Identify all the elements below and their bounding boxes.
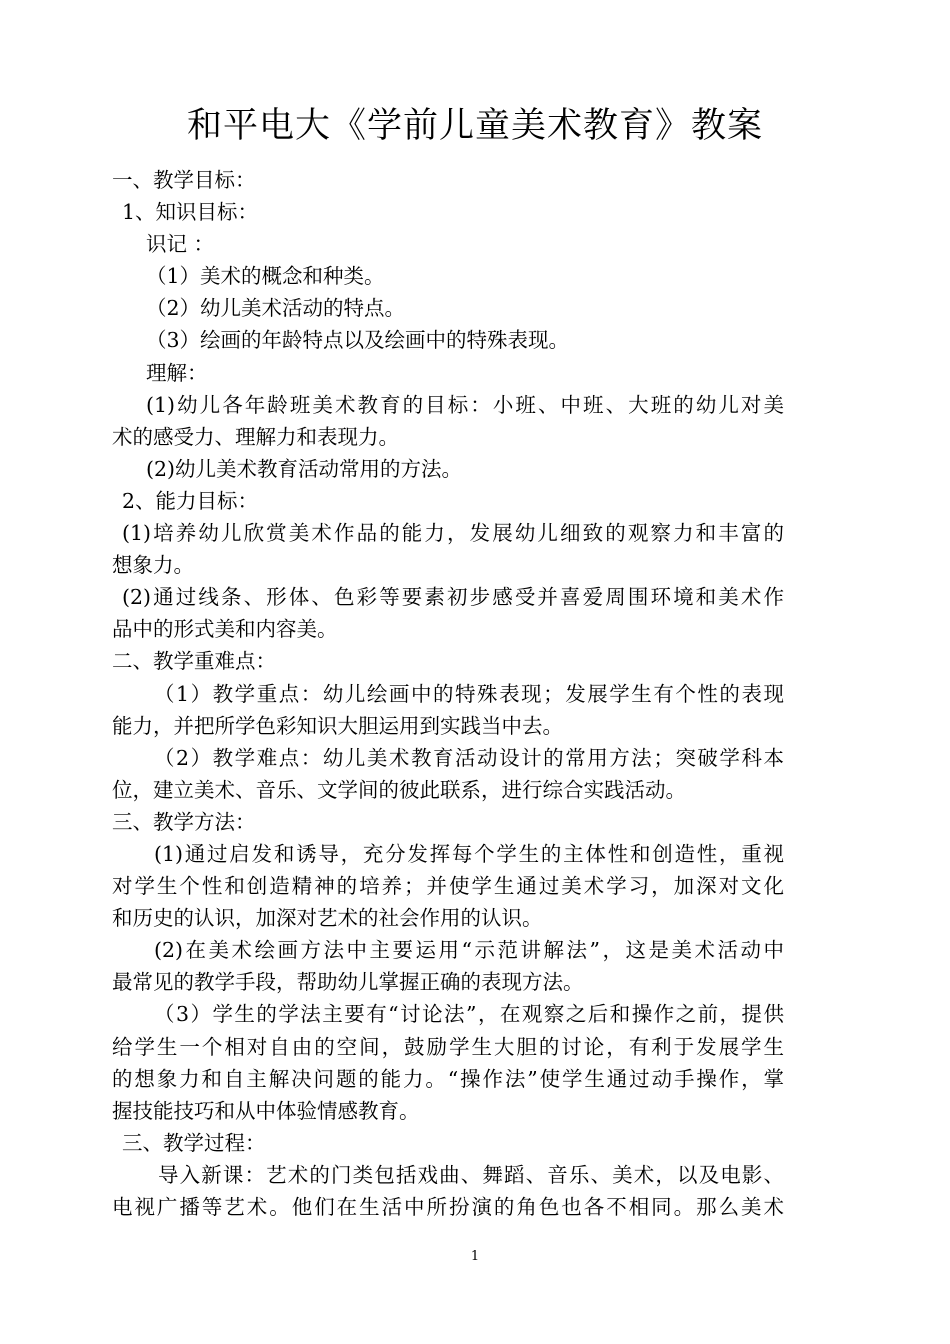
paragraph-line: （2）教学难点：幼儿美术教育活动设计的常用方法；突破学科本 bbox=[154, 745, 784, 770]
page-number: 1 bbox=[470, 1249, 480, 1264]
section-heading-process: 三、教学过程： bbox=[122, 1130, 266, 1155]
paragraph-line: 给学生一个相对自由的空间，鼓励学生大胆的讨论，有利于发展学生 bbox=[112, 1034, 784, 1059]
subheading-ability-objectives: 2、能力目标： bbox=[122, 488, 259, 513]
paragraph-line: 品中的形式美和内容美。 bbox=[112, 617, 338, 642]
section-heading-key-points: 二、教学重难点： bbox=[112, 649, 276, 674]
paragraph-line: 能力，并把所学色彩知识大胆运用到实践当中去。 bbox=[112, 713, 563, 738]
paragraph-line: (2)通过线条、形体、色彩等要素初步感受并喜爱周围环境和美术作 bbox=[122, 585, 784, 610]
paragraph-line: 和历史的认识，加深对艺术的社会作用的认识。 bbox=[112, 906, 543, 931]
paragraph-line: (2)在美术绘画方法中主要运用“示范讲解法”，这是美术活动中 bbox=[154, 938, 784, 963]
label-memorize: 识记 ： bbox=[146, 232, 215, 257]
label-understand: 理解： bbox=[146, 360, 208, 385]
paragraph-line: 想象力。 bbox=[112, 553, 194, 578]
paragraph-line: (1)通过启发和诱导，充分发挥每个学生的主体性和创造性，重视 bbox=[154, 841, 784, 866]
paragraph-line: 最常见的教学手段，帮助幼儿掌握正确的表现方法。 bbox=[112, 970, 584, 995]
document-body bbox=[112, 164, 784, 1223]
paragraph-line: (1)培养幼儿欣赏美术作品的能力，发展幼儿细致的观察力和丰富的 bbox=[122, 521, 784, 546]
subheading-knowledge-objectives: 1、知识目标： bbox=[122, 200, 259, 225]
paragraph-line: 位，建立美术、音乐、文学间的彼此联系，进行综合实践活动。 bbox=[112, 777, 686, 802]
paragraph-line: （1）教学重点：幼儿绘画中的特殊表现；发展学生有个性的表现 bbox=[154, 681, 784, 706]
document-title: 和平电大《学前儿童美术教育》教案 bbox=[186, 106, 763, 146]
paragraph-line: (1)幼儿各年龄班美术教育的目标：小班、中班、大班的幼儿对美 bbox=[146, 392, 784, 417]
paragraph-line: (2)幼儿美术教育活动常用的方法。 bbox=[146, 456, 463, 481]
list-item: （1）美术的概念和种类。 bbox=[146, 264, 385, 289]
section-heading-objectives: 一、教学目标： bbox=[112, 168, 256, 192]
paragraph-line: （3）学生的学法主要有“讨论法”，在观察之后和操作之前，提供 bbox=[154, 1002, 784, 1027]
section-heading-methods: 三、教学方法： bbox=[112, 809, 256, 834]
list-item: （3）绘画的年龄特点以及绘画中的特殊表现。 bbox=[146, 328, 570, 353]
paragraph-line: 术的感受力、理解力和表现力。 bbox=[112, 424, 399, 449]
paragraph-line: 导入新课：艺术的门类包括戏曲、舞蹈、音乐、美术，以及电影、 bbox=[158, 1162, 784, 1187]
list-item: （2）幼儿美术活动的特点。 bbox=[146, 296, 406, 321]
paragraph-line: 电视广播等艺术。他们在生活中所扮演的角色也各不相同。那么美术 bbox=[112, 1195, 784, 1219]
paragraph-line: 握技能技巧和从中体验情感教育。 bbox=[112, 1098, 420, 1123]
paragraph-line: 对学生个性和创造精神的培养；并使学生通过美术学习，加深对文化 bbox=[112, 874, 784, 899]
paragraph-line: 的想象力和自主解决问题的能力。“操作法”使学生通过动手操作，掌 bbox=[112, 1066, 784, 1091]
